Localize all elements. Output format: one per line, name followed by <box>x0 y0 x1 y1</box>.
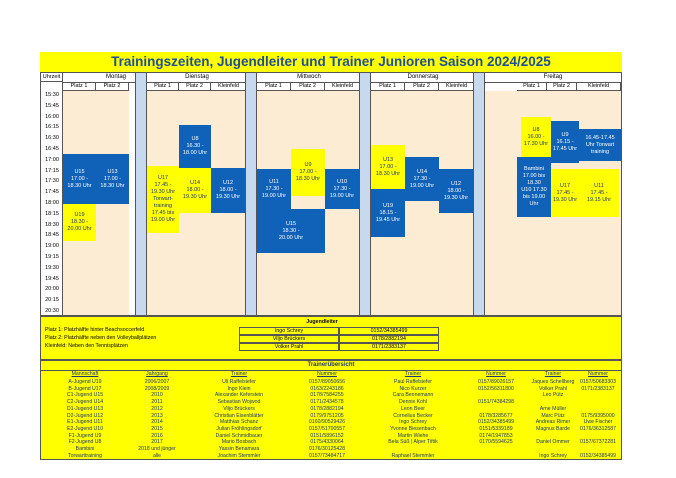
table-row <box>41 433 621 440</box>
jugendleiter-phone: 0178/2882194 <box>339 335 439 343</box>
year-cell: alle <box>152 452 162 459</box>
table-row <box>41 419 621 426</box>
year-cell: 2017 <box>151 439 163 446</box>
time-label: 16:30 <box>45 135 59 142</box>
trainer-cell: Joachim Stemmler <box>217 452 261 459</box>
slot-u19: U19 18.30 - 20.00 Uhr <box>63 204 96 241</box>
phone-cell: 0151/74384298 <box>477 399 515 406</box>
day-thursday <box>371 73 475 315</box>
trainer-cell: Sebastian Wojwod <box>217 399 261 406</box>
trainer-cell: Marc Pütz <box>541 412 565 419</box>
year-cell: 2006/2007 <box>144 379 170 385</box>
trainer-cell: Paul Raffelsiefer <box>394 379 432 385</box>
time-label: 19:15 <box>45 254 59 260</box>
col-trainer: Trainer <box>404 371 422 377</box>
slot-u8: U8 16.00 - 17.30 Uhr <box>521 117 551 158</box>
trainer-heading: Trainerübersicht <box>41 361 621 371</box>
trainer-cell: Andreas Rimer <box>535 419 571 426</box>
year-cell: 2012 <box>151 405 163 412</box>
trainer-cell: Magnus Barde <box>536 425 570 432</box>
day-name: Donnerstag <box>371 73 475 83</box>
field-platz-2: Platz 2 <box>179 82 211 91</box>
phone-cell: 0175/9395000 <box>581 412 615 419</box>
trainer-cell: Viljo Brückers <box>223 405 255 412</box>
day-name: Mittwoch <box>257 73 361 83</box>
time-header: Uhrzeit <box>42 74 61 80</box>
slot-u11: U11 17.45 - 19.15 Uhr <box>579 169 619 217</box>
team-cell: F1-Jugend U9 <box>68 432 102 439</box>
team-cell: E2-Jugend U10 <box>66 425 104 432</box>
slot-u9: U9 16.15 - 17.45 Uhr <box>551 121 579 163</box>
schedule-grid <box>40 72 622 316</box>
table-row <box>41 399 621 406</box>
table-row <box>41 446 621 453</box>
legend-kleinfeld: Kleinfeld: Neben den Tennisplätzen <box>45 343 128 349</box>
team-cell: C1-Jugend U15 <box>66 392 104 399</box>
time-label: 17:15 <box>45 167 59 174</box>
jugendleiter-name: Volker Prahl <box>239 343 339 351</box>
phone-cell: 0170/5594625 <box>479 439 513 446</box>
field-platz-1: Platz 1 <box>147 82 179 91</box>
phone-cell: 0157/50683303 <box>579 379 617 385</box>
phone-cell: 0178/7584255 <box>310 392 344 399</box>
slot-u15: U15 17.00 - 18.30 Uhr <box>63 154 96 204</box>
phone-cell: 0174/1947853 <box>479 432 513 439</box>
slot-u8: U8 16.30 - 18.00 Uhr <box>179 125 211 168</box>
trainer-cell: Julian Fröhlingsdorf <box>216 425 262 432</box>
col-nummer: Nummer <box>317 371 337 377</box>
jugendleiter-phone: 0152/34385499 <box>339 327 439 335</box>
phone-cell: 0157/67372281 <box>579 439 617 446</box>
phone-cell: 0152/56311800 <box>478 385 514 392</box>
table-row <box>41 413 621 420</box>
trainer-cell: Martin Wiehe <box>397 432 429 439</box>
separator <box>359 73 371 315</box>
year-cell: 2018 und jünger <box>138 446 176 452</box>
table-row <box>41 426 621 433</box>
jugendleiter-heading: Jugendleiter <box>306 319 338 325</box>
team-cell: D1-Jugend U13 <box>66 405 104 412</box>
phone-cell: 0179/9751205 <box>310 412 344 419</box>
table-row <box>41 439 621 446</box>
phone-cell: 0157/51700557 <box>308 425 346 432</box>
team-cell: C2-Jugend U14 <box>66 399 104 406</box>
trainer-cell: Ingo Klein <box>227 385 251 392</box>
field-platz-1: Platz 1 <box>371 82 405 91</box>
trainer-cell: Uli Raffelsiefer <box>222 379 256 385</box>
trainer-cell: Mario Bosbach <box>221 439 257 446</box>
time-label: 20:00 <box>45 286 59 293</box>
trainer-cell: Nico Kurzer <box>399 385 427 392</box>
separator <box>135 73 147 315</box>
table-header-row <box>41 371 621 379</box>
day-name: Freitag <box>485 73 621 83</box>
legend-platz-2: Platz 2: Platzhälfte neben den Volleyballplätzen <box>45 335 157 341</box>
col-trainer: Trainer <box>230 371 248 377</box>
slot-u12: U12 18.00 - 19.30 Uhr <box>211 168 245 213</box>
trainer-cell: Raphael Stemmler <box>391 452 435 459</box>
time-label: 17:00 <box>45 156 59 163</box>
field-kleinfeld: Kleinfeld <box>325 82 361 91</box>
time-label: 19:30 <box>45 264 59 271</box>
phone-cell: 0171/2434578 <box>310 399 344 406</box>
team-cell: A-Jugend U19 <box>68 379 102 385</box>
time-label: 18:30 <box>45 221 59 228</box>
trainer-cell: Yvonne Biesenbach <box>390 425 436 432</box>
trainer-cell: Cara Bennemann <box>392 392 434 399</box>
field-platz-2: Platz 2 <box>291 82 325 91</box>
table-row <box>41 406 621 413</box>
year-cell: 2013 <box>151 412 163 419</box>
time-column <box>41 73 63 315</box>
trainer-cell: Volker Prahl <box>539 385 567 392</box>
phone-cell: 0176/36312587 <box>579 425 617 432</box>
phone-cell: Uwe Fischer <box>583 419 613 426</box>
trainer-cell: Yassin Benamara <box>218 446 260 452</box>
schedule-sheet <box>40 52 622 460</box>
time-label: 16:00 <box>45 113 59 120</box>
col-mannschaft: Mannschaft <box>71 371 99 377</box>
trainer-cell: Alexander Keferstein <box>214 392 264 399</box>
time-label: 18:15 <box>45 210 59 217</box>
year-cell: 2016 <box>151 432 163 439</box>
team-cell: B-Jugend U17 <box>68 385 102 392</box>
legend-section <box>40 316 622 360</box>
col-nummer: Nummer <box>486 371 506 377</box>
field-platz-1: Platz 1 <box>257 82 291 91</box>
time-label: 19:45 <box>45 275 59 282</box>
time-label: 17:30 <box>45 178 59 185</box>
phone-cell: 0157/89050656 <box>308 379 346 385</box>
page-title: Trainingszeiten, Jugendleiter und Trainer Junioren Saison 2024/2025 <box>40 52 622 72</box>
field-kleinfeld: Kleinfeld <box>439 82 475 91</box>
slot-u11: U11 17.30 - 19.00 Uhr <box>257 169 291 209</box>
time-label: 15:30 <box>45 92 59 98</box>
team-cell: D2-Jugend U12 <box>66 412 104 419</box>
trainer-table <box>40 360 622 460</box>
jugendleiter-name: Viljo Brückers <box>239 335 339 343</box>
time-label: 20:15 <box>45 297 59 304</box>
slot-u15: U15 18.30 - 20.00 Uhr <box>257 209 325 253</box>
jugendleiter-phone: 0171/2383137 <box>339 343 439 351</box>
separator <box>245 73 257 315</box>
field-platz-2: Platz 2 <box>96 82 129 91</box>
phone-cell: 0163/2243186 <box>310 385 344 392</box>
trainer-cell: Daniel Ommer <box>536 439 570 446</box>
trainer-cell: Leo Pütz <box>542 392 564 399</box>
year-cell: 2008/2009 <box>144 385 170 392</box>
year-cell: 2014 <box>151 419 163 426</box>
phone-cell: 0157/73484717 <box>308 452 346 459</box>
slot-u10: U10 17.30 - 19.00 Uhr <box>325 169 359 209</box>
table-row <box>41 379 621 386</box>
phone-cell: 0152/34385499 <box>477 419 515 426</box>
day-name: Dienstag <box>147 73 247 83</box>
year-cell: 2015 <box>151 425 163 432</box>
time-label: 16:45 <box>45 146 59 152</box>
trainer-cell: Ingo Schrey <box>399 419 427 426</box>
time-label: 16:15 <box>45 124 59 131</box>
slot-torwart-training: 16.45-17.45 Uhr Torwart training <box>579 129 621 161</box>
team-cell: Bambini <box>75 446 95 452</box>
phone-cell: 0151/5896152 <box>310 432 344 439</box>
team-cell: Torwarttraining <box>67 452 103 459</box>
slot-u14: U14 17.30 - 19.00 Uhr <box>405 157 439 201</box>
field-platz-1: Platz 1 <box>63 82 96 91</box>
trainer-cell: Daniel Schmidbauer <box>215 432 263 439</box>
phone-cell: 0160/90529426 <box>308 419 346 426</box>
table-row <box>41 392 621 399</box>
slot-u13: U13 17.00 - 18.30 Uhr <box>371 145 405 189</box>
year-cell: 2010 <box>151 392 163 399</box>
field-platz-1: Platz 1 <box>517 82 547 91</box>
team-cell: E1-Jugend U11 <box>67 419 103 426</box>
slot-u19: U19 18.15 - 19.45 Uhr <box>371 189 405 237</box>
col-nummer: Nummer <box>588 371 608 377</box>
time-label: 20:30 <box>45 308 59 314</box>
field-platz-2: Platz 2 <box>405 82 439 91</box>
trainer-cell: Ingo Schrey <box>539 452 567 459</box>
field-kleinfeld: Kleinfeld <box>577 82 621 91</box>
phone-cell: 0178/2882194 <box>310 405 344 412</box>
trainer-cell: Leon Beer <box>401 405 425 412</box>
phone-cell: 0151/5339189 <box>479 425 513 432</box>
col-trainer: Trainer <box>544 371 562 377</box>
phone-cell: 0171/2383137 <box>581 385 615 392</box>
col-jahrgang: Jahrgang <box>146 371 168 377</box>
trainer-cell: Matthias Schanz <box>219 419 259 426</box>
slot-bambini: Bambini 17.00 bis 18.30 U10 17.30 bis 19.00 Uhr <box>517 157 551 217</box>
slot-u13: U13 17.00 - 18.30 Uhr <box>96 154 129 204</box>
day-wednesday <box>257 73 361 315</box>
day-friday <box>485 73 621 315</box>
slot-u14: U14 18.00 - 19.30 Uhr <box>179 168 211 213</box>
slot-u9: U9 17.00 - 18.30 Uhr <box>291 149 325 196</box>
field-platz-2: Platz 2 <box>547 82 577 91</box>
table-row <box>41 453 621 460</box>
separator <box>473 73 485 315</box>
phone-cell: 0176/30125428 <box>308 446 346 452</box>
time-label: 15:45 <box>45 102 59 109</box>
day-name: Montag <box>63 73 169 83</box>
field-kleinfeld: Kleinfeld <box>211 82 247 91</box>
trainer-cell: Bela Süß | Alper Tiftik <box>388 439 438 446</box>
day-tuesday <box>147 73 247 315</box>
trainer-cell: Cornelius Becker <box>393 412 433 419</box>
trainer-cell: Christian Eisenblätter <box>214 412 264 419</box>
phone-cell: 0175/4330064 <box>310 439 344 446</box>
trainer-cell: Dennis Kohl <box>399 399 427 406</box>
time-label: 19:00 <box>45 243 59 250</box>
time-label: 17:45 <box>45 189 59 196</box>
phone-cell: 0157/89026157 <box>477 379 515 385</box>
trainer-cell: Jaques Schellberg <box>531 379 575 385</box>
phone-cell: 0152/34385499 <box>579 452 617 459</box>
slot-u17: U17 17.45 - 19.30 Uhr <box>551 169 579 217</box>
trainer-cell: Arne Müller <box>539 405 567 412</box>
team-cell: F2-Jugend U8 <box>68 439 102 446</box>
time-label: 18:45 <box>45 232 59 239</box>
legend-platz-1: Platz 1: Platzhälfte hinter Beachsoccerfeld <box>45 327 145 333</box>
slot-u12: U12 18.00 - 19.30 Uhr <box>439 169 473 213</box>
phone-cell: 0178/3285677 <box>479 412 513 419</box>
time-label: 18:00 <box>45 200 59 206</box>
year-cell: 2011 <box>151 399 163 406</box>
jugendleiter-name: Ingo Schrey <box>239 327 339 335</box>
slot-u17: U17 17.45 - 19.30 Uhr Torwart- training 17.45 bis 19.00 Uhr <box>147 166 179 233</box>
table-row <box>41 386 621 393</box>
